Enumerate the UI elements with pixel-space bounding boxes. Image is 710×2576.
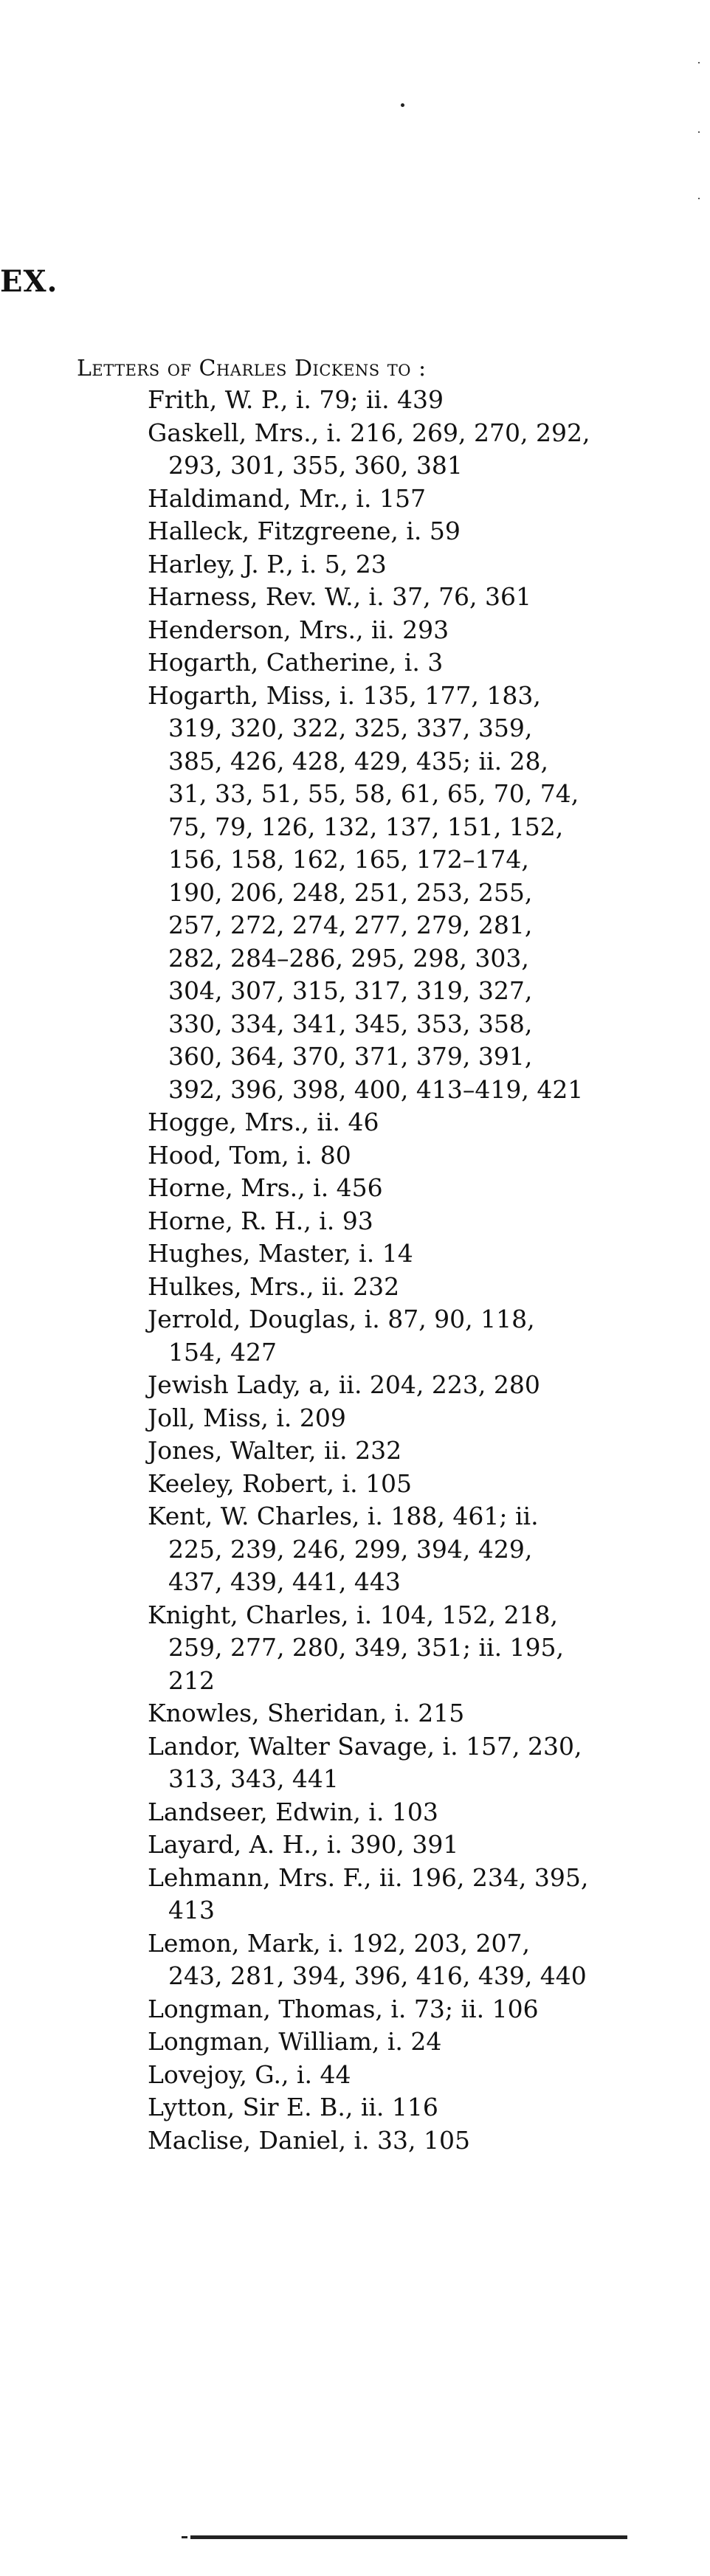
index-entry: Kent, W. Charles, i. 188, 461; ii. 225, 239, 246, 299, 394, 429, 437, 439, 441, 443	[148, 1502, 539, 1596]
index-entry: Landseer, Edwin, i. 103	[148, 1797, 438, 1826]
index-entry: Hogarth, Catherine, i. 3	[148, 648, 444, 677]
running-heading: EX.	[0, 264, 58, 299]
index-entry: Hughes, Master, i. 14	[148, 1239, 413, 1268]
index-entry: Jones, Walter, ii. 232	[148, 1436, 402, 1465]
index-entry: Hulkes, Mrs., ii. 232	[148, 1271, 400, 1301]
index-entry: Lemon, Mark, i. 192, 203, 207, 243, 281, 394, 396, 416, 439, 440	[148, 1928, 587, 1990]
index-entry: Knight, Charles, i. 104, 152, 218, 259, 277, 280, 349, 351; ii. 195, 212	[148, 1600, 565, 1695]
index-entry: Hood, Tom, i. 80	[148, 1140, 351, 1170]
margin-mark	[698, 131, 700, 133]
index-entry: Joll, Miss, i. 209	[148, 1403, 346, 1432]
section-title: Letters of Charles Dickens to :	[77, 356, 427, 381]
margin-mark	[698, 198, 700, 199]
index-entry: Henderson, Mrs., ii. 293	[148, 615, 449, 644]
margin-mark	[698, 62, 700, 63]
index-entry: Haldimand, Mr., i. 157	[148, 483, 426, 513]
index-entry: Halleck, Fitzgreene, i. 59	[148, 517, 461, 545]
index-entry: Keeley, Robert, i. 105	[148, 1468, 413, 1498]
index-entry: Frith, W. P., i. 79; ii. 439	[148, 385, 444, 414]
index-entry: Longman, William, i. 24	[148, 2027, 442, 2056]
index-entry: Jewish Lady, a, ii. 204, 223, 280	[148, 1370, 540, 1399]
index-entry: Knowles, Sheridan, i. 215	[148, 1699, 465, 1727]
index-entry: Horne, Mrs., i. 456	[148, 1173, 383, 1202]
page-bottom-rule	[190, 2535, 627, 2539]
index-entry: Landor, Walter Savage, i. 157, 230, 313, 343, 441	[148, 1731, 582, 1793]
index-entry: Hogge, Mrs., ii. 46	[148, 1108, 379, 1136]
index-entry-list	[148, 384, 590, 2157]
index-entry: Harness, Rev. W., i. 37, 76, 361	[148, 582, 532, 611]
index-entry: Maclise, Daniel, i. 33, 105	[148, 2125, 470, 2155]
index-entry: Jerrold, Douglas, i. 87, 90, 118, 154, 427	[148, 1305, 535, 1367]
index-entry: Lovejoy, G., i. 44	[148, 2059, 351, 2089]
page-speck	[401, 103, 404, 107]
index-entry: Harley, J. P., i. 5, 23	[148, 549, 387, 579]
index-entry: Longman, Thomas, i. 73; ii. 106	[148, 1994, 539, 2023]
index-entry: Gaskell, Mrs., i. 216, 269, 270, 292, 293, 301, 355, 360, 381	[148, 418, 590, 480]
index-entry: Hogarth, Miss, i. 135, 177, 183, 319, 320, 322, 325, 337, 359, 385, 426, 428, 429, 435; ii. 28, 31, 33, 51, 55, 58, 61, 65, 70, 74, 75, 79, 126, 132, 137, 151, 152, 156, 158, 162, 165, 172–174, 190, 206, 248, 251, 253, 255, 257, 272, 274, 277, 279, 281, 282, 284–286, 295, 298, 303, 304, 307, 315, 317, 319, 327, 330, 334, 341, 345, 353, 358, 360, 364, 370, 371, 379, 391, 392, 396, 398, 400, 413–419, 421	[148, 680, 584, 1104]
index-entry: Layard, A. H., i. 390, 391	[148, 1830, 459, 1859]
index-entry: Lytton, Sir E. B., ii. 116	[148, 2093, 438, 2121]
index-entry: Horne, R. H., i. 93	[148, 1206, 373, 1235]
index-entry: Lehmann, Mrs. F., ii. 196, 234, 395, 413	[148, 1862, 589, 1924]
